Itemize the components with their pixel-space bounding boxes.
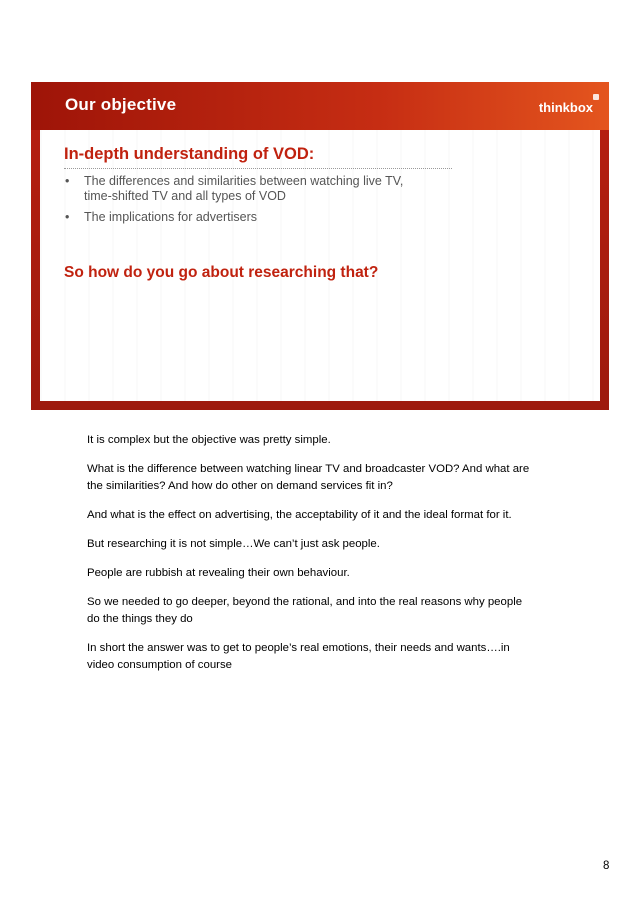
slide-thumbnail [31,82,609,410]
bullet-line: The differences and similarities between watching live TV, [84,174,404,188]
speaker-notes [87,432,557,686]
notes-line: the similarities? And how do other on demand services fit in? [87,480,393,492]
bullet-item [64,174,484,204]
bullet-icon: • [65,210,70,224]
notes-paragraph [87,536,557,553]
slide-question: So how do you go about researching that? [64,264,379,281]
slide-header [31,82,609,130]
notes-paragraph [87,640,557,674]
page-number: 8 [603,860,610,872]
divider [64,168,452,169]
notes-line: People are rubbish at revealing their own behaviour. [87,567,350,579]
notes-line: What is the difference between watching linear TV and broadcaster VOD? And what are [87,463,530,475]
thinkbox-logo: thinkbox [538,100,593,115]
notes-paragraph [87,565,557,582]
notes-line: And what is the effect on advertising, the acceptability of it and the ideal format for it. [87,509,512,521]
bullet-list [64,174,484,231]
bullet-line: time-shifted TV and all types of VOD [84,189,286,203]
notes-line: So we needed to go deeper, beyond the rational, and into the real reasons why people [87,596,523,608]
notes-paragraph [87,461,557,495]
bullet-item [64,210,484,225]
notes-line: do the things they do [87,613,193,625]
logo-mark-icon [593,94,599,100]
bullet-icon: • [65,174,70,188]
notes-paragraph [87,432,557,449]
notes-line: video consumption of course [87,659,232,671]
notes-line: But researching it is not simple…We can’t just ask people. [87,538,380,550]
notes-paragraph [87,594,557,628]
notes-line: In short the answer was to get to people’s real emotions, their needs and wants….in [87,642,510,654]
notes-paragraph [87,507,557,524]
bullet-line: The implications for advertisers [84,210,257,224]
slide-body [40,130,600,401]
notes-line: It is complex but the objective was pretty simple. [87,434,331,446]
slide-heading: In-depth understanding of VOD: [64,145,315,163]
slide-title: Our objective [65,95,177,114]
